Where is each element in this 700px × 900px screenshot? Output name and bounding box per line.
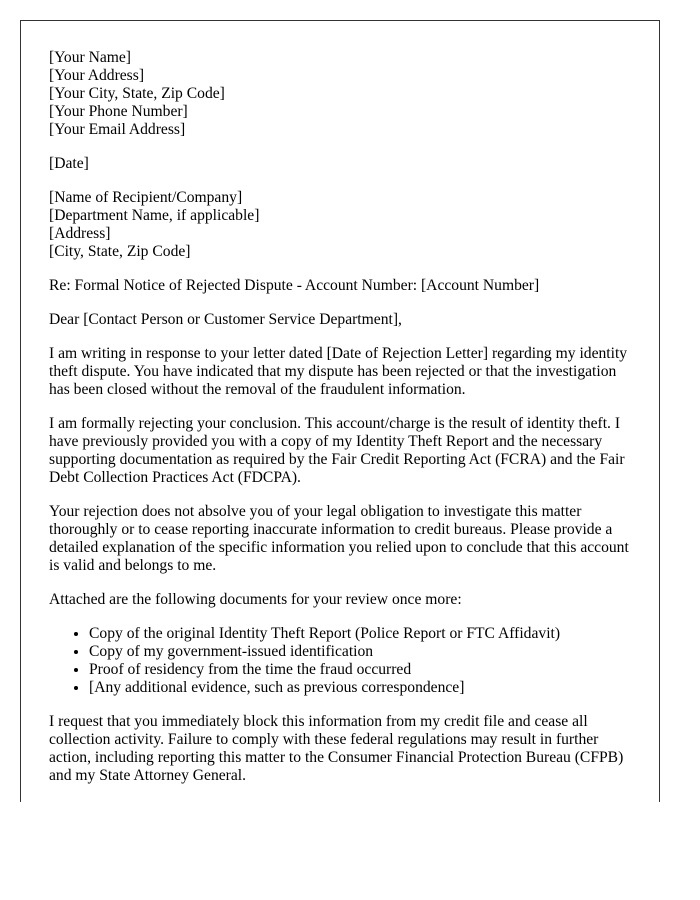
body-paragraph-2: I am formally rejecting your conclusion. This account/charge is the result of identity theft. I have previously provided you with a copy of my Identity Theft Report and the necessary supporting documentation as required by the Fair Credit Reporting Act (FCRA) and the Fair Debt Collection Practices Act (FDCPA).	[49, 415, 625, 486]
sender-block	[49, 49, 631, 139]
body-paragraph-3: Your rejection does not absolve you of your legal obligation to investigate this matter thoroughly or to cease reporting inaccurate information to credit bureaus. Please provide a detailed explanation of the specific information you relied upon to conclude that this account is valid and belongs to me.	[49, 503, 629, 574]
sender-city-state-zip: [Your City, State, Zip Code]	[49, 85, 225, 102]
list-item: • Copy of the original Identity Theft Report (Police Report or FTC Affidavit)	[89, 625, 631, 643]
recipient-city-state-zip: [City, State, Zip Code]	[49, 243, 191, 260]
sender-email: [Your Email Address]	[49, 121, 186, 138]
recipient-name: [Name of Recipient/Company]	[49, 189, 243, 206]
subject-line: Re: Formal Notice of Rejected Dispute - Account Number: [Account Number]	[49, 277, 540, 294]
sender-phone: [Your Phone Number]	[49, 103, 188, 120]
sender-name: [Your Name]	[49, 49, 132, 66]
recipient-address: [Address]	[49, 225, 111, 242]
list-item: • [Any additional evidence, such as previous correspondence]	[89, 679, 631, 697]
letter-page	[20, 20, 660, 802]
closing-paragraph: I request that you immediately block this information from my credit file and cease all collection activity. Failure to comply with these federal regulations may result in further action, including reporting this matter to the Consumer Financial Protection Bureau (CFPB) and my State Attorney General.	[49, 713, 624, 784]
letter-date: [Date]	[49, 155, 89, 172]
attachments-intro: Attached are the following documents for your review once more:	[49, 591, 462, 608]
list-item: • Copy of my government-issued identification	[89, 643, 631, 661]
date-block	[49, 155, 631, 173]
salutation: Dear [Contact Person or Customer Service Department],	[49, 311, 402, 328]
recipient-block	[49, 189, 631, 261]
sender-address: [Your Address]	[49, 67, 145, 84]
attachments-list	[49, 625, 631, 697]
recipient-department: [Department Name, if applicable]	[49, 207, 260, 224]
body-paragraph-1: I am writing in response to your letter dated [Date of Rejection Letter] regarding my identity theft dispute. You have indicated that my dispute has been rejected or that the investigation has been closed without the removal of the fraudulent information.	[49, 345, 628, 398]
list-item: • Proof of residency from the time the fraud occurred	[89, 661, 631, 679]
